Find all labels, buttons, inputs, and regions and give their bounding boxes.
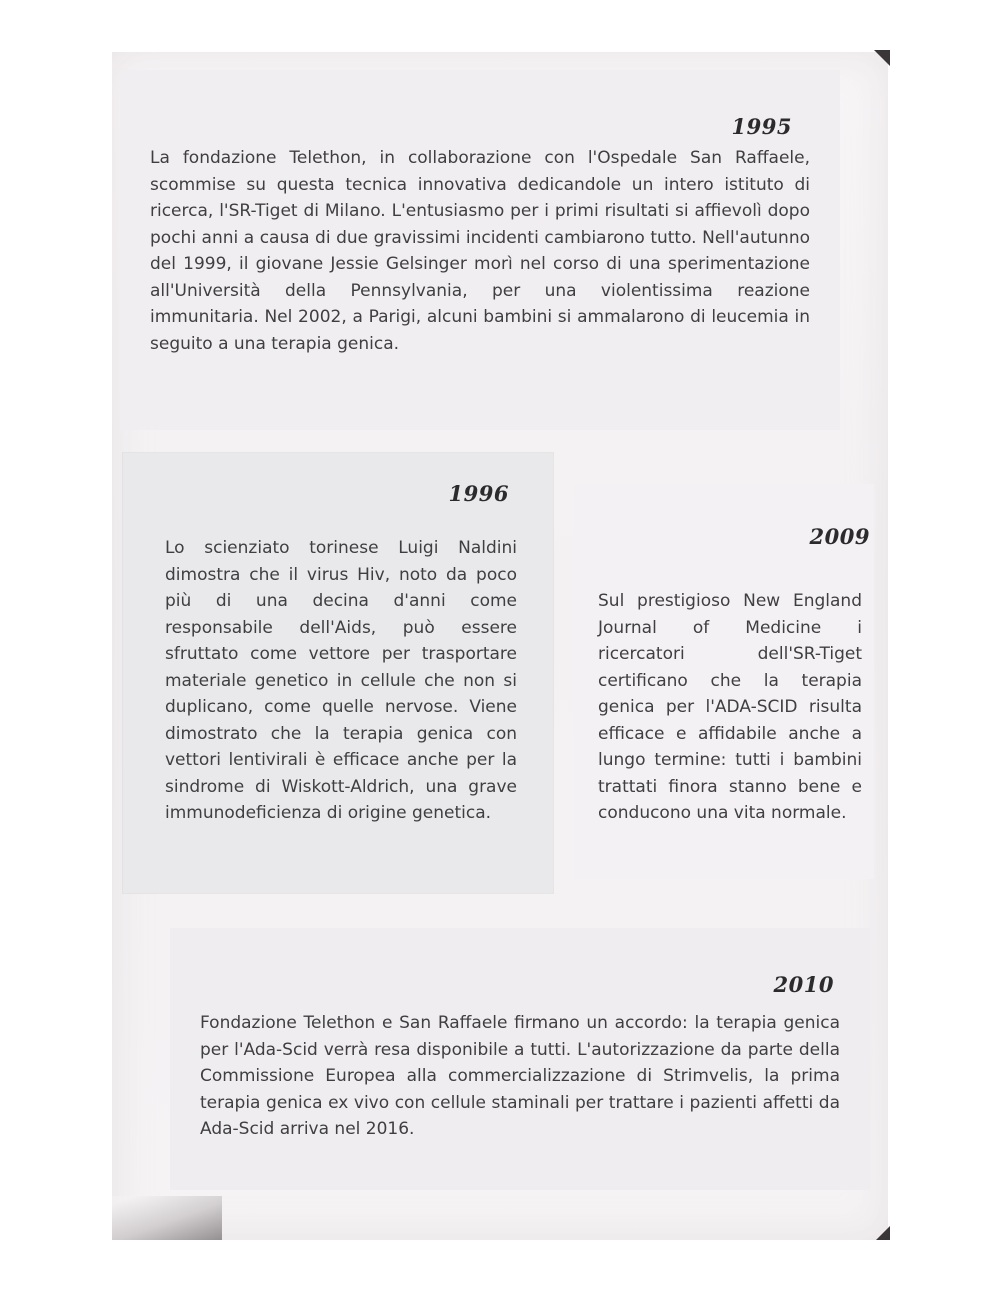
- year-heading: 2009: [809, 524, 870, 549]
- entry-text: Fondazione Telethon e San Raffaele firmano un accordo: la terapia genica per l'Ada-Scid verrà resa disponibile a tutti. L'autorizzazione da parte della Commissione Europea alla commercializzazione di Strimvelis, la prima terapia genica ex vivo con cellule staminali per trattare i pazienti affetti da Ada-Scid arriva nel 2016.: [200, 1013, 840, 1139]
- year-heading: 1996: [448, 481, 509, 506]
- timeline-card-1995: [120, 70, 840, 430]
- year-heading: 1995: [731, 114, 792, 139]
- entry-text: Lo scienziato torinese Luigi Naldini dimostra che il virus Hiv, noto da poco più di una decina d'anni come responsabile dell'Aids, può essere sfruttato come vettore per trasportare materiale genetico in cellule che non si duplicano, come quelle nervose. Viene dimostrato che la terapia genica con vettori lentivirali è efficace anche per la sindrome di Wiskott-Aldrich, una grave immunodeficienza di origine genetica.: [165, 538, 517, 823]
- year-heading: 2010: [773, 972, 834, 997]
- entry-text: Sul prestigioso New England Journal of Medicine i ricercatori dell'SR-Tiget certificano che la terapia genica per l'ADA-SCID risulta efficace e affidabile anche a lungo termine: tutti i bambini trattati finora stanno bene e conducono una vita normale.: [598, 591, 862, 823]
- timeline-card-1996: [123, 453, 553, 893]
- page-corner-top-right: [874, 50, 890, 66]
- timeline-card-2009: [574, 484, 874, 879]
- timeline-card-2010: [170, 928, 870, 1190]
- page-edge-bottom-left: [112, 1196, 222, 1240]
- page-corner-bottom-right: [876, 1226, 890, 1240]
- entry-text: La fondazione Telethon, in collaborazione con l'Ospedale San Raffaele, scommise su questa tecnica innovativa dedicandole un intero istituto di ricerca, l'SR-Tiget di Milano. L'entusiasmo per i primi risultati si affievolì dopo pochi anni a causa di due gravissimi incidenti cambiarono tutto. Nell'autunno del 1999, il giovane Jessie Gelsinger morì nel corso di una sperimentazione all'Università della Pennsylvania, per una violentissima reazione immunitaria. Nel 2002, a Parigi, alcuni bambini si ammalarono di leucemia in seguito a una terapia genica.: [150, 148, 810, 354]
